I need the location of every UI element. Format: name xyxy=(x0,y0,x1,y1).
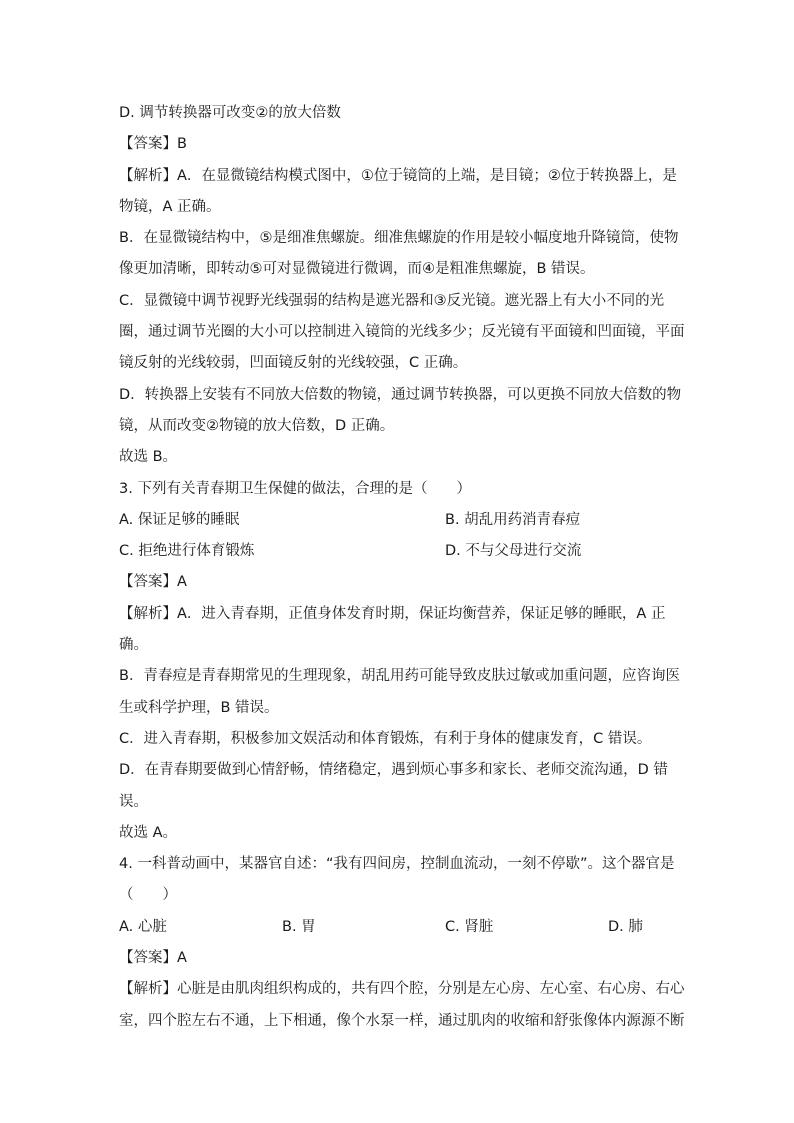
q3-analysis-a-cont: 确。 xyxy=(119,637,148,654)
q2-analysis-b-cont: 像更加清晰，即转动⑤可对显微镜进行微调，而④是粗准焦螺旋，B 错误。 xyxy=(119,261,595,278)
q2-conclusion: 故选 B。 xyxy=(119,449,178,466)
q3-analysis-d: D．在青春期要做到心情舒畅，情绪稳定，遇到烦心事多和家长、老师交流沟通，D 错 xyxy=(119,762,668,779)
q3-option-c: C. 拒绝进行体育锻炼 xyxy=(119,543,255,560)
q3-analysis-c: C．进入青春期，积极参加文娱活动和体育锻炼，有利于身体的健康发育，C 错误。 xyxy=(119,730,652,747)
q2-analysis-d-cont: 镜，从而改变②物镜的放大倍数，D 正确。 xyxy=(119,417,395,434)
q2-analysis-a: 【解析】A．在显微镜结构模式图中，①位于镜筒的上端，是目镜；②位于转换器上，是 xyxy=(119,167,677,184)
q3-option-d: D. 不与父母进行交流 xyxy=(445,543,582,560)
q3-stem: 3. 下列有关青春期卫生保健的做法，合理的是（ ） xyxy=(119,480,471,497)
q4-answer: 【答案】A xyxy=(119,950,187,967)
q2-analysis-c-cont2: 镜反射的光线较弱，凹面镜反射的光线较强，C 正确。 xyxy=(119,355,468,372)
q4-option-d: D. 肺 xyxy=(608,918,643,935)
q4-option-c: C. 肾脏 xyxy=(445,918,494,935)
q4-analysis-cont: 室，四个腔左右不通，上下相通，像个水泵一样，通过肌肉的收缩和舒张像体内源源不断 xyxy=(119,1012,685,1029)
q2-analysis-a-cont: 物镜，A 正确。 xyxy=(119,198,221,215)
document-page xyxy=(119,98,685,1037)
q4-option-a: A. 心脏 xyxy=(119,918,167,935)
q4-option-b: B. 胃 xyxy=(282,918,316,935)
q3-analysis-b-cont: 生或科学护理，B 错误。 xyxy=(119,699,279,716)
q4-stem: 4. 一科普动画中，某器官自述：“我有四间房，控制血流动，一刻不停歇”。这个器官是 xyxy=(119,856,675,873)
q4-options-row xyxy=(119,912,667,943)
q3-conclusion: 故选 A。 xyxy=(119,824,178,841)
q3-option-a: A. 保证足够的睡眠 xyxy=(119,511,240,528)
q3-option-b: B. 胡乱用药消青春痘 xyxy=(445,511,581,528)
q2-option-d: D. 调节转换器可改变②的放大倍数 xyxy=(119,105,341,121)
q2-analysis-d: D．转换器上安装有不同放大倍数的物镜，通过调节转换器，可以更换不同放大倍数的物 xyxy=(119,386,682,403)
q2-analysis-b: B．在显微镜结构中，⑤是细准焦螺旋。细准焦螺旋的作用是较小幅度地升降镜筒，使物 xyxy=(119,230,679,247)
q3-options-row-1 xyxy=(119,505,667,536)
q3-analysis-d-cont: 误。 xyxy=(119,793,148,810)
q3-analysis-a: 【解析】A．进入青春期，正值身体发育时期，保证均衡营养，保证足够的睡眠，A 正 xyxy=(119,605,666,622)
q2-analysis-c: C．显微镜中调节视野光线强弱的结构是遮光器和③反光镜。遮光器上有大小不同的光 xyxy=(119,292,665,309)
q2-analysis-c-cont: 圈，通过调节光圈的大小可以控制进入镜筒的光线多少；反光镜有平面镜和凹面镜，平面 xyxy=(119,324,685,341)
q3-analysis-b: B．青春痘是青春期常见的生理现象，胡乱用药可能导致皮肤过敏或加重问题，应咨询医 xyxy=(119,668,680,685)
q2-answer: 【答案】B xyxy=(119,136,187,153)
q3-answer: 【答案】A xyxy=(119,574,187,591)
q4-stem-cont: （ ） xyxy=(119,887,177,904)
q4-analysis: 【解析】心脏是由肌肉组织构成的，共有四个腔，分别是左心房、左心室、右心房、右心 xyxy=(119,981,685,998)
q3-options-row-2 xyxy=(119,536,667,567)
